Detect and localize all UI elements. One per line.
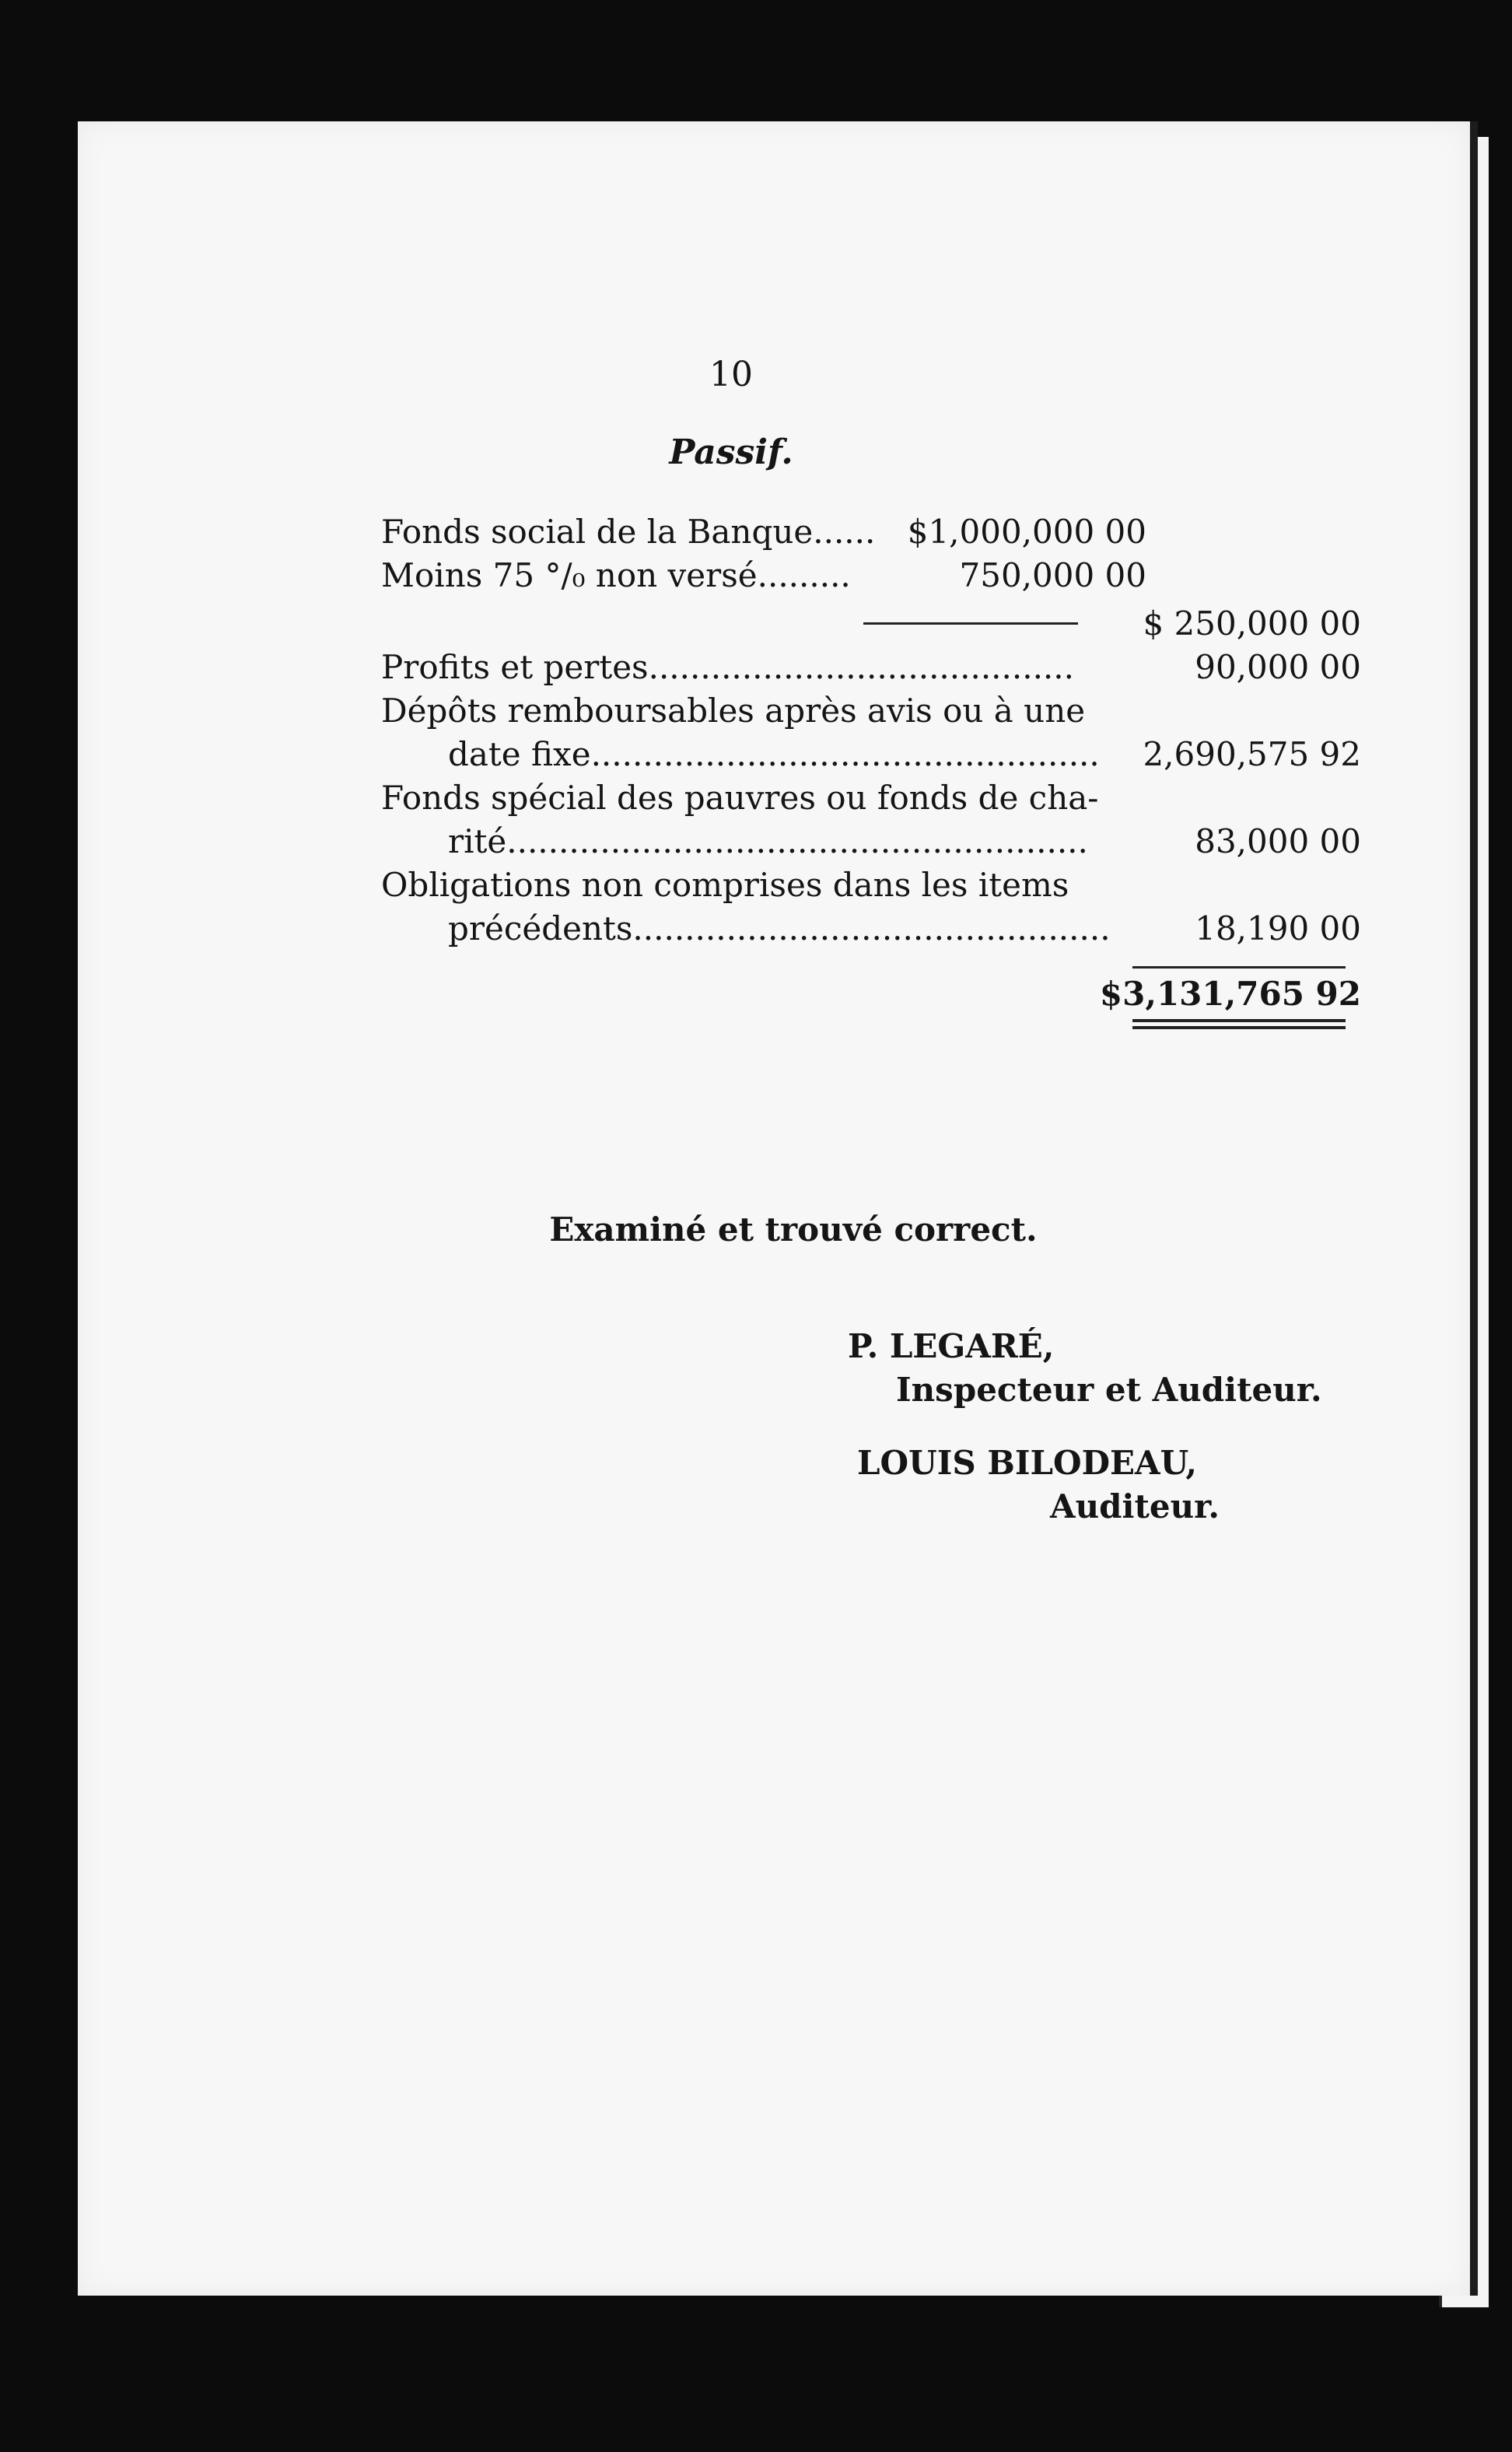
ledger-row <box>381 776 1361 820</box>
signature-role: Auditeur. <box>1050 1487 1220 1525</box>
signature-name: LOUIS BILODEAU, <box>857 1444 1198 1482</box>
examined-statement: Examiné et trouvé correct. <box>549 1210 1038 1249</box>
section-title: Passif. <box>669 433 793 472</box>
total-row <box>381 972 1361 1016</box>
signature-role: Inspecteur et Auditeur. <box>896 1371 1322 1409</box>
row-amount: $1,000,000 00 <box>907 513 1146 551</box>
row-amount: 90,000 00 <box>1195 648 1361 686</box>
row-label: Fonds social de la Banque...... <box>381 513 876 551</box>
row-label: rité........................................................ <box>448 822 1088 860</box>
ledger-row <box>381 689 1361 733</box>
signature-name: P. LEGARÉ, <box>848 1327 1055 1365</box>
row-label: Fonds spécial des pauvres ou fonds de cha- <box>381 779 1099 817</box>
row-amount: $ 250,000 00 <box>1143 604 1361 643</box>
ledger-row <box>381 510 1361 554</box>
total-amount: $3,131,765 92 <box>1099 975 1361 1013</box>
row-label: Moins 75 °/₀ non versé......... <box>381 556 851 594</box>
row-label: Obligations non comprises dans les items <box>381 866 1069 904</box>
total-double-rule-2 <box>1132 1026 1346 1029</box>
ledger-row <box>381 646 1361 689</box>
ledger-row <box>381 907 1361 951</box>
row-amount: 18,190 00 <box>1195 909 1361 948</box>
document-page <box>78 121 1478 2296</box>
ledger-row <box>381 863 1361 907</box>
row-amount: 83,000 00 <box>1195 822 1361 860</box>
ledger-row <box>381 820 1361 863</box>
total-double-rule-1 <box>1132 1019 1346 1022</box>
row-amount: 750,000 00 <box>959 556 1146 594</box>
row-amount: 2,690,575 92 <box>1143 735 1361 773</box>
row-label: Dépôts remboursables après avis ou à une <box>381 692 1086 730</box>
page-number: 10 <box>709 355 753 394</box>
ledger-row <box>381 602 1361 646</box>
row-label: précédents.............................................. <box>448 909 1111 948</box>
row-label: date fixe................................................. <box>448 735 1100 773</box>
ledger-row <box>381 733 1361 776</box>
total-rule-top <box>1132 966 1346 969</box>
ledger-row <box>381 554 1361 597</box>
row-label: Profits et pertes......................................... <box>381 648 1074 686</box>
